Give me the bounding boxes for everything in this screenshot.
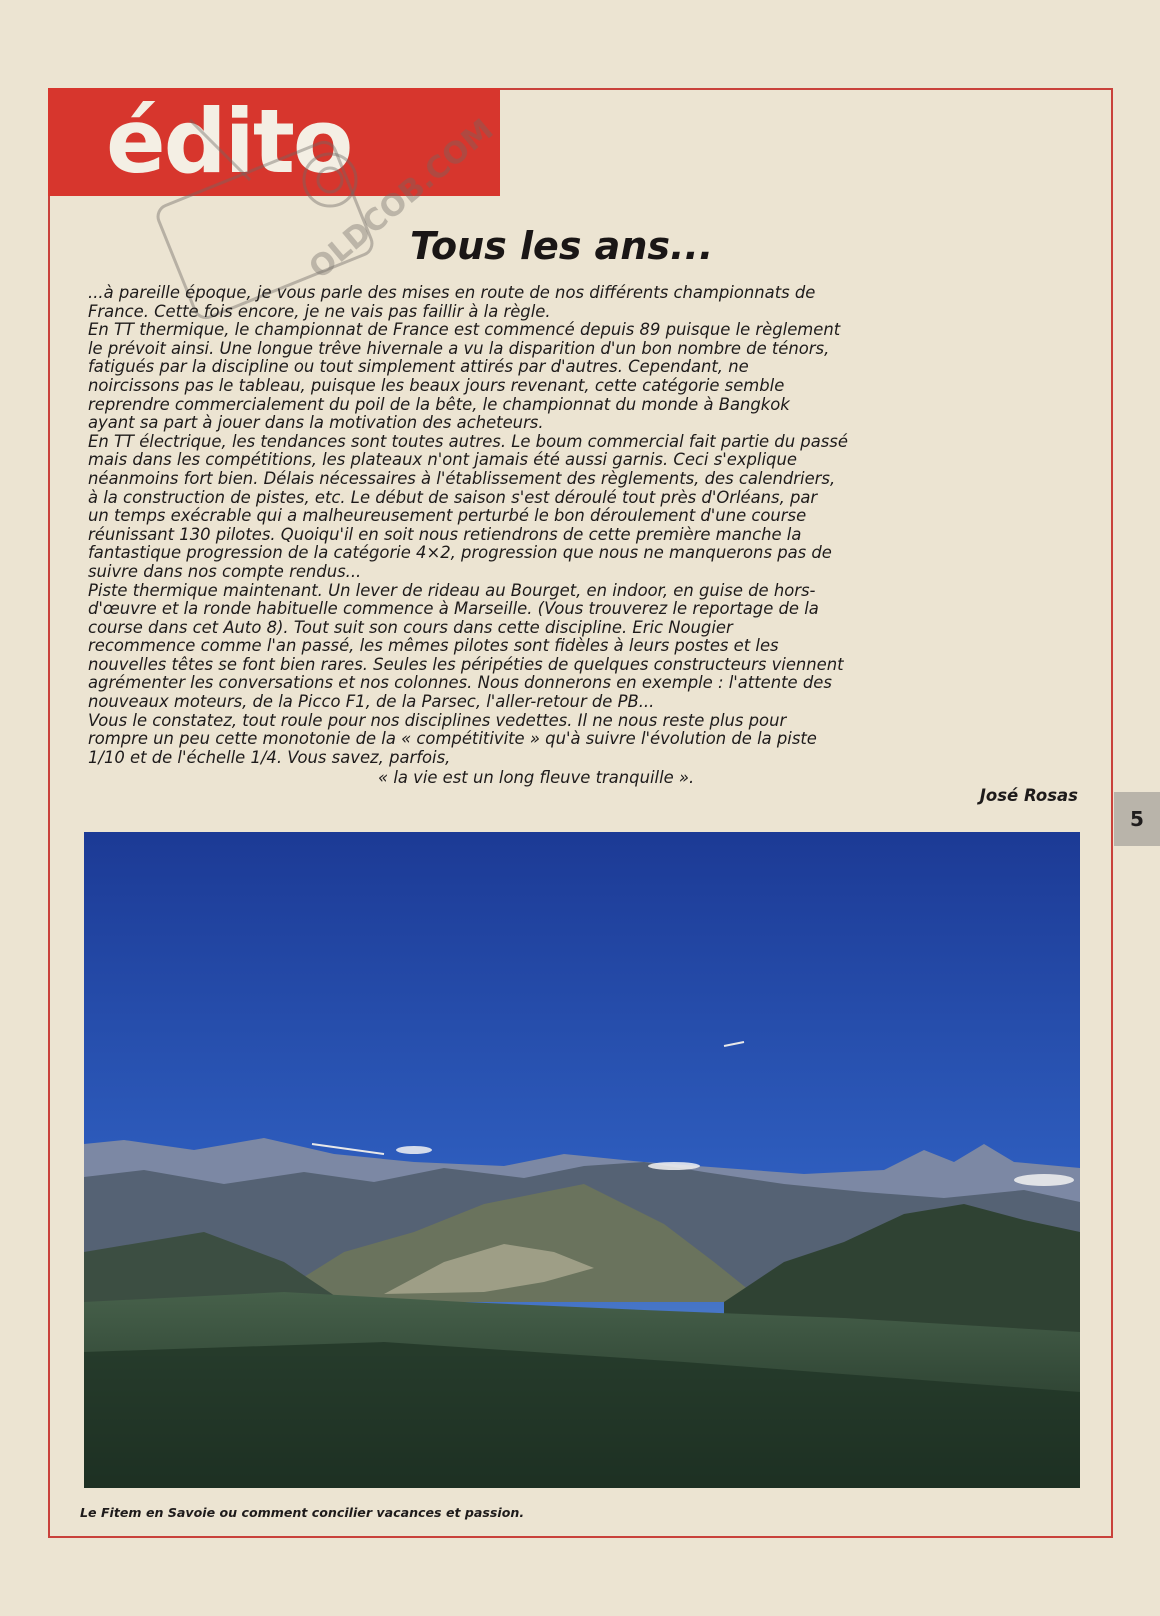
body-line: d'œuvre et la ronde habituelle commence à Marseille. (Vous trouverez le reportage de la	[88, 599, 819, 619]
article-body	[88, 284, 1078, 767]
body-line: mais dans les compétitions, les plateaux n'ont jamais été aussi garnis. Ceci s'explique	[88, 450, 797, 470]
body-line: fantastique progression de la catégorie 4×2, progression que nous ne manquerons pas de	[88, 543, 832, 563]
author-signature: José Rosas	[979, 786, 1078, 805]
body-line: nouvelles têtes se font bien rares. Seules les péripéties de quelques constructeurs viennent	[88, 654, 844, 674]
body-line: Piste thermique maintenant. Un lever de rideau au Bourget, en indoor, en guise de hors-	[88, 580, 816, 600]
mountain-photo	[84, 832, 1080, 1488]
watermark-text: OLDCOB.COM	[302, 112, 501, 287]
section-label: édito	[106, 90, 352, 193]
closing-quote: « la vie est un long fleuve tranquille ».	[378, 768, 695, 787]
body-line: réunissant 130 pilotes. Quoiqu'il en soit nous retiendrons de cette première manche la	[88, 524, 802, 544]
body-line: néanmoins fort bien. Délais nécessaires à l'établissement des règlements, des calendriers,	[88, 468, 836, 488]
body-line: nouveaux moteurs, de la Picco F1, de la Parsec, l'aller-retour de PB...	[88, 692, 655, 712]
body-line: 1/10 et de l'échelle 1/4. Vous savez, parfois,	[88, 747, 451, 767]
body-line: agrémenter les conversations et nos colonnes. Nous donnerons en exemple : l'attente des	[88, 673, 832, 693]
body-line: En TT électrique, les tendances sont toutes autres. Le boum commercial fait partie du passé	[88, 431, 848, 451]
body-line: fatigués par la discipline ou tout simplement attirés par d'autres. Cependant, ne	[88, 357, 749, 377]
body-line: France. Cette fois encore, je ne vais pas faillir à la règle.	[88, 301, 551, 321]
body-line: noircissons pas le tableau, puisque les beaux jours revenant, cette catégorie semble	[88, 375, 785, 395]
body-line: un temps exécrable qui a malheureusement perturbé le bon déroulement d'une course	[88, 506, 807, 526]
body-line: En TT thermique, le championnat de France est commencé depuis 89 puisque le règlement	[88, 320, 841, 340]
body-line: ...à pareille époque, je vous parle des mises en route de nos différents championnats de	[88, 283, 816, 302]
body-line: rompre un peu cette monotonie de la « compétitivite » qu'à suivre l'évolution de la piste	[88, 729, 817, 749]
body-line: ayant sa part à jouer dans la motivation des acheteurs.	[88, 413, 544, 433]
article-title: Tous les ans...	[410, 224, 714, 268]
body-line: Vous le constatez, tout roule pour nos disciplines vedettes. Il ne nous reste plus pour	[88, 710, 787, 730]
page-number: 5	[1130, 807, 1144, 831]
body-line: course dans cet Auto 8). Tout suit son cours dans cette discipline. Eric Nougier	[88, 617, 733, 637]
body-line: recommence comme l'an passé, les mêmes pilotes sont fidèles à leurs postes et les	[88, 636, 779, 656]
body-line: suivre dans nos compte rendus...	[88, 561, 362, 581]
body-line: reprendre commercialement du poil de la bête, le championnat du monde à Bangkok	[88, 394, 790, 414]
body-line: le prévoit ainsi. Une longue trêve hivernale a vu la disparition d'un bon nombre de ténors,	[88, 338, 830, 358]
photo-caption: Le Fitem en Savoie ou comment concilier vacances et passion.	[80, 1505, 525, 1520]
page-number-tab	[1114, 792, 1160, 846]
body-line: à la construction de pistes, etc. Le début de saison s'est déroulé tout près d'Orléans, par	[88, 487, 818, 507]
